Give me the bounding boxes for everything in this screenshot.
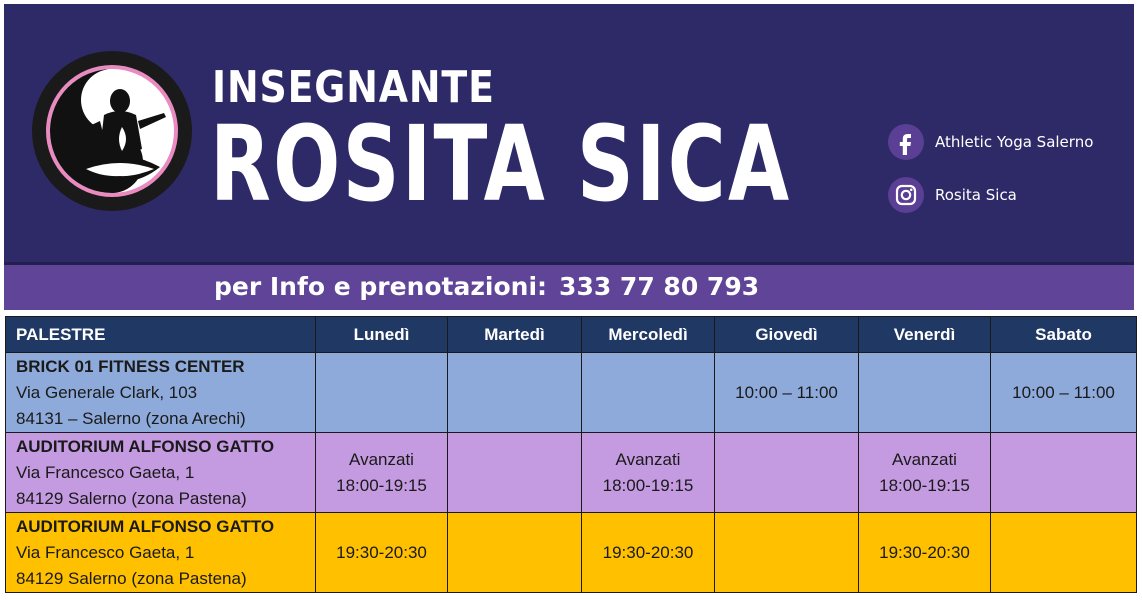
- gym-address: Via Francesco Gaeta, 1: [16, 542, 195, 562]
- instagram-label: Rosita Sica: [935, 186, 1017, 204]
- class-time: Avanzati: [349, 449, 414, 469]
- schedule-cell: [991, 433, 1137, 513]
- schedule-cell: [991, 353, 1137, 433]
- schedule-cell: [859, 513, 991, 593]
- gym-city: 84129 Salerno (zona Pastena): [16, 488, 247, 508]
- schedule-cell: [582, 513, 715, 593]
- schedule-cell: [316, 433, 448, 513]
- gym-cell: [6, 353, 316, 433]
- facebook-link[interactable]: [888, 123, 1093, 161]
- instagram-link[interactable]: [888, 176, 1017, 214]
- gym-city: 84129 Salerno (zona Pastena): [16, 568, 247, 588]
- schedule-cell: [715, 513, 859, 593]
- header-sabato: Sabato: [991, 317, 1137, 353]
- schedule-cell: [448, 353, 582, 433]
- header-lunedi: Lunedì: [316, 317, 448, 353]
- facebook-icon: [888, 124, 924, 160]
- table-row: [6, 353, 1137, 433]
- schedule-table: [5, 316, 1137, 593]
- schedule-cell: [448, 513, 582, 593]
- header-banner: [4, 4, 1134, 310]
- instagram-icon: [888, 177, 924, 213]
- schedule-cell: [859, 433, 991, 513]
- table-row: [6, 433, 1137, 513]
- gym-cell: [6, 513, 316, 593]
- class-time: Avanzati: [615, 449, 681, 469]
- class-time: 10:00 – 11:00: [1012, 382, 1115, 402]
- info-label: per Info e prenotazioni:: [214, 272, 548, 301]
- gym-address: Via Generale Clark, 103: [16, 382, 198, 402]
- class-time: 19:30-20:30: [602, 542, 694, 562]
- class-time: 19:30-20:30: [336, 542, 427, 562]
- yoga-logo-icon: [30, 49, 194, 213]
- schedule-cell: [582, 433, 715, 513]
- schedule-cell: [448, 433, 582, 513]
- gym-name: BRICK 01 FITNESS CENTER: [16, 356, 245, 376]
- class-time: 19:30-20:30: [879, 542, 970, 562]
- class-time: 18:00-19:15: [602, 475, 694, 495]
- class-time: 10:00 – 11:00: [735, 382, 838, 402]
- facebook-label: Athletic Yoga Salerno: [935, 133, 1094, 151]
- header-martedi: Martedì: [448, 317, 582, 353]
- gym-name: AUDITORIUM ALFONSO GATTO: [16, 436, 275, 456]
- header-mercoledi: Mercoledì: [582, 317, 715, 353]
- schedule-cell: [991, 513, 1137, 593]
- gym-city: 84131 – Salerno (zona Arechi): [16, 408, 246, 428]
- gym-address: Via Francesco Gaeta, 1: [16, 462, 195, 482]
- schedule-cell: [715, 433, 859, 513]
- schedule-cell: [859, 353, 991, 433]
- table-row: [6, 513, 1137, 593]
- schedule-cell: [582, 353, 715, 433]
- class-time: 18:00-19:15: [879, 475, 970, 495]
- booking-info: [214, 268, 759, 306]
- class-time: Avanzati: [892, 449, 957, 469]
- subtitle-insegnante: INSEGNANTE: [212, 62, 495, 113]
- schedule-cell: [715, 353, 859, 433]
- table-header-row: [6, 317, 1137, 353]
- header-giovedi: Giovedì: [715, 317, 859, 353]
- phone-number[interactable]: 333 77 80 793: [559, 272, 760, 301]
- gym-cell: [6, 433, 316, 513]
- schedule-cell: [316, 513, 448, 593]
- schedule-cell: [316, 353, 448, 433]
- gym-name: AUDITORIUM ALFONSO GATTO: [16, 516, 275, 536]
- header-palestre: PALESTRE: [6, 317, 316, 353]
- class-time: 18:00-19:15: [336, 475, 427, 495]
- teacher-name-title: ROSITA SICA: [210, 103, 792, 225]
- header-venerdi: Venerdì: [859, 317, 991, 353]
